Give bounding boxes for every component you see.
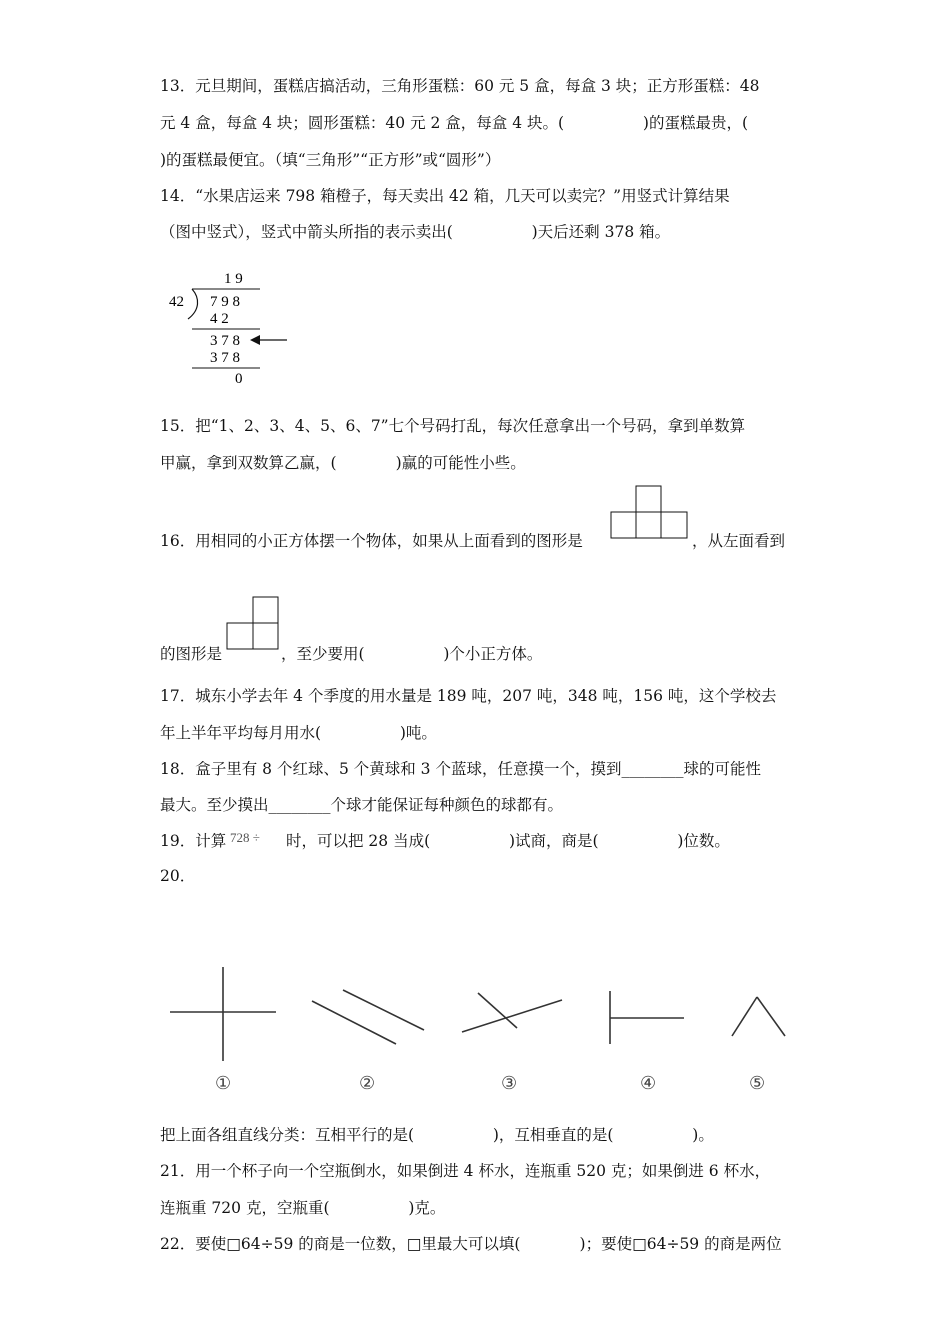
- division-dividend: 7 9 8: [210, 294, 240, 310]
- long-division-figure: [160, 262, 300, 392]
- q19-expression: 728 ÷: [230, 830, 260, 845]
- q19-part-a: 19．计算: [160, 832, 227, 850]
- lines-group-2: [312, 990, 424, 1044]
- q14-line1: 14．“水果店运来 798 箱橙子，每天卖出 42 箱，几天可以卖完？”用竖式计算结果: [160, 187, 730, 205]
- q13-line3: )的蛋糕最便宜。（填“三角形”“正方形”或“圆形”）: [160, 151, 501, 169]
- lines-group-4: [610, 991, 684, 1044]
- q15-line1: 15．把“1、2、3、4、5、6、7”七个号码打乱，每次任意拿出一个号码，拿到单数算: [160, 417, 746, 435]
- q15-line2: 甲赢，拿到双数算乙赢，( )赢的可能性小些。: [160, 454, 526, 472]
- q16-line1a: 16．用相同的小正方体摆一个物体，如果从上面看到的图形是: [160, 532, 583, 550]
- division-quotient: 1 9: [224, 271, 243, 287]
- label-1: ①: [215, 1073, 232, 1093]
- q21-line1: 21．用一个杯子向一个空瓶倒水，如果倒进 4 杯水，连瓶重 520 克；如果倒进 6 杯水，: [160, 1162, 771, 1180]
- q16-line2b: ，至少要用( )个小正方体。: [281, 645, 543, 663]
- q18-line2: 最大。至少摸出________个球才能保证每种颜色的球都有。: [160, 796, 564, 814]
- q18-line1: 18．盒子里有 8 个红球、5 个黄球和 3 个蓝球，任意摸一个，摸到________球的可能性: [160, 760, 761, 778]
- lines-figure: [160, 960, 800, 1100]
- lines-group-5: [732, 997, 785, 1036]
- q20-line1: 把上面各组直线分类：互相平行的是( )，互相垂直的是( )。: [160, 1126, 714, 1144]
- q19-part-b: 时，可以把 28 当成( )试商，商是( )位数。: [286, 832, 730, 850]
- q17-line2: 年上半年平均每月用水( )吨。: [160, 724, 437, 742]
- lines-group-3: [462, 993, 562, 1032]
- division-step2: 3 7 8: [210, 350, 240, 366]
- q22-line1: 22．要使□64÷59 的商是一位数，□里最大可以填( )；要使□64÷59 的商是两位: [160, 1235, 782, 1253]
- q13-line2: 元 4 盒，每盒 4 块；圆形蛋糕：40 元 2 盒，每盒 4 块。( )的蛋糕最贵，(: [160, 114, 748, 132]
- q13-line1: 13．元旦期间，蛋糕店搞活动，三角形蛋糕：60 元 5 盒，每盒 3 块；正方形蛋糕：48: [160, 77, 760, 95]
- lines-group-1: [170, 967, 276, 1061]
- division-bracket: [188, 289, 198, 319]
- q21-line2: 连瓶重 720 克，空瓶重( )克。: [160, 1199, 446, 1217]
- division-step1: 4 2: [210, 311, 229, 327]
- q16-line1b: ，从左面看到: [692, 532, 786, 550]
- label-2: ②: [359, 1073, 376, 1093]
- q14-line2: （图中竖式），竖式中箭头所指的表示卖出( )天后还剩 378 箱。: [160, 223, 671, 241]
- q20-number: 20．: [160, 867, 196, 885]
- q17-line1: 17．城东小学去年 4 个季度的用水量是 189 吨，207 吨，348 吨，156 吨，这个学校去: [160, 687, 777, 705]
- label-3: ③: [501, 1073, 518, 1093]
- label-5: ⑤: [749, 1073, 766, 1093]
- label-4: ④: [640, 1073, 657, 1093]
- q16-line2a: 的图形是: [160, 645, 223, 663]
- division-divisor: 42: [169, 294, 184, 310]
- arrow-icon: [250, 335, 260, 345]
- top-view-figure: [610, 485, 692, 541]
- left-view-figure: [226, 596, 282, 652]
- division-result: 0: [235, 371, 243, 387]
- division-remainder1: 3 7 8: [210, 333, 240, 349]
